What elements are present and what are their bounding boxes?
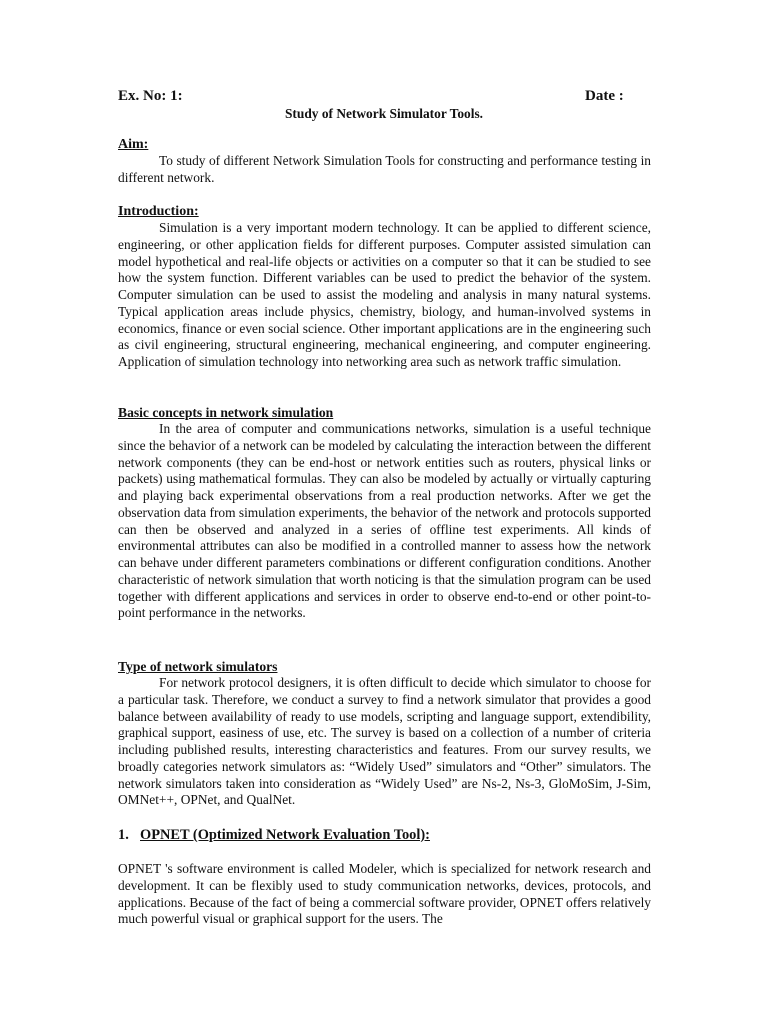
aim-text: To study of different Network Simulation Tools for constructing and performance testing in different network.: [118, 153, 651, 185]
types-text: For network protocol designers, it is often difficult to decide which simulator to choose for a particular task. Therefore, we conduct a survey to find a network simulator that provides a good balance between availability of ready to use models, scripting and language support, extendibility, graphical support, easiness of use, etc. The survey is based on a collection of a number of criteria including published results, interesting characteristics and features. From our survey results, we broadly categories network simulators as: “Widely Used” simulators and “Other” simulators. The network simulators taken into consideration as “Widely Used” are Ns-2, Ns-3, GloMoSim, J-Sim, OMNet++, OPNet, and QualNet.: [118, 675, 651, 808]
opnet-text: OPNET 's software environment is called Modeler, which is specialized for network research and development. It can be flexibly used to study communication networks, devices, protocols, and applications. Because of the fact of being a commercial software provider, OPNET offers relatively much powerful visual or graphical support for the users. The: [118, 861, 651, 927]
opnet-number: 1.: [118, 827, 129, 843]
types-heading: Type of network simulators: [118, 659, 278, 674]
opnet-heading: OPNET (Optimized Network Evaluation Tool):: [140, 827, 430, 843]
aim-heading: Aim:: [118, 137, 149, 152]
basic-concepts-heading: Basic concepts in network simulation: [118, 405, 334, 420]
exercise-number: Ex. No: 1:: [118, 88, 183, 104]
introduction-text: Simulation is a very important modern technology. It can be applied to different science, engineering, or other application fields for different purposes. Computer assisted simulation can model hypothetical and real-life objects or activities on a computer so that it can be studied to see how the system function. Different variables can be used to predict the behavior of the system. Computer simulation can be used to assist the modeling and analysis in many natural systems. Typical application areas include physics, chemistry, biology, and human-involved systems in economics, finance or even social science. Other important applications are in the engineering such as civil engineering, structural engineering, mechanical engineering, and computer engineering. Application of simulation technology into networking area such as network traffic simulation.: [118, 220, 651, 369]
date-label: Date :: [585, 88, 624, 104]
page-title: Study of Network Simulator Tools.: [284, 106, 484, 121]
introduction-heading: Introduction:: [118, 204, 199, 219]
basic-concepts-text: In the area of computer and communications networks, simulation is a useful technique since the behavior of a network can be modeled by calculating the interaction between the different network components (they can be end-host or network entities such as routers, physical links or packets) using mathematical formulas. They can also be modeled by actually or virtually capturing and playing back experimental observations from a real production networks. After we get the observation data from simulation experiments, the behavior of the network and protocols supported can then be observed and analyzed in a series of offline test experiments. All kinds of environmental attributes can also be modified in a controlled manner to assess how the network can behave under different parameters combinations or different configuration conditions. Another characteristic of network simulation that worth noticing is that the simulation program can be used together with different applications and services in order to observe end-to-end or other point-to-point performance in the networks.: [118, 421, 651, 621]
